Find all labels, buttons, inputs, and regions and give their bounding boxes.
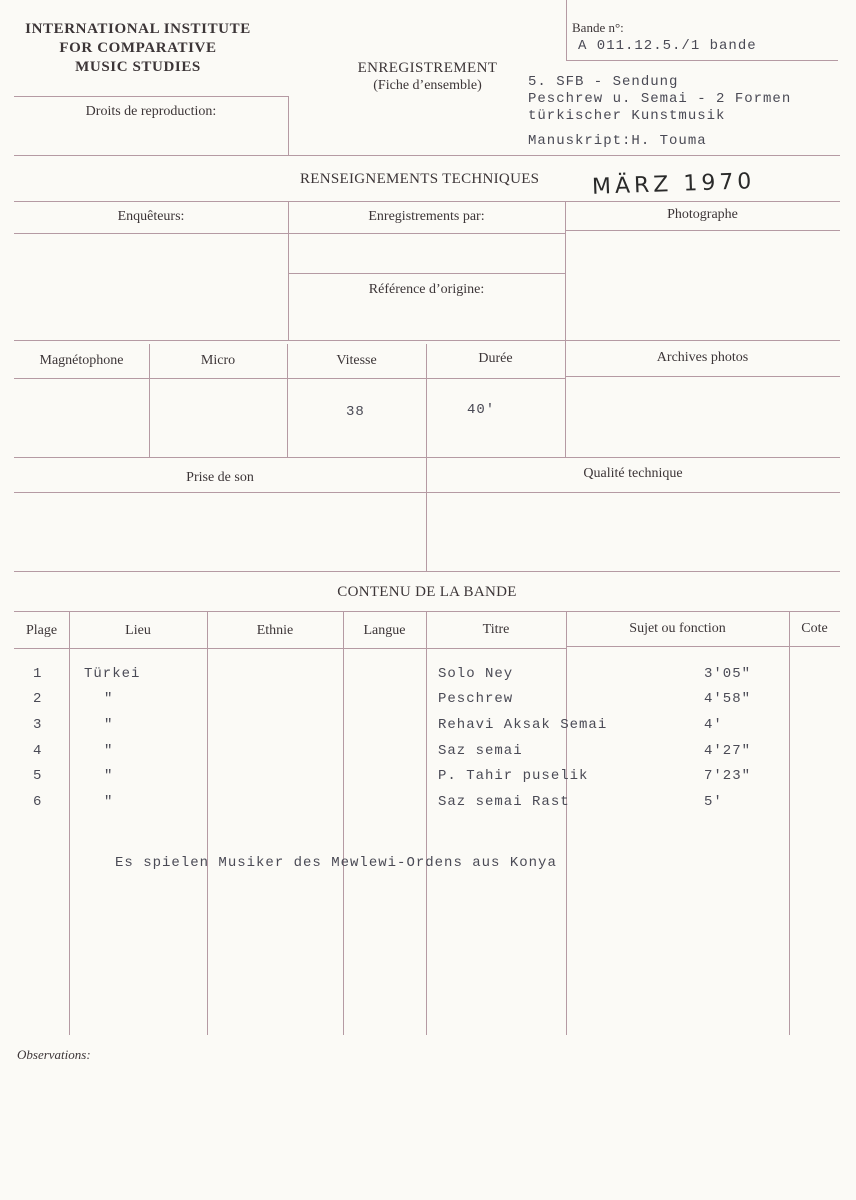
table-row bbox=[0, 691, 856, 711]
tech-row1-line-b bbox=[565, 230, 840, 231]
col-plage: Plage bbox=[25, 623, 58, 638]
equip-header-line-b bbox=[565, 376, 840, 377]
contents-title: CONTENU DE LA BANDE bbox=[337, 584, 517, 600]
description-line-2: Peschrew u. Semai - 2 Formen bbox=[528, 91, 792, 107]
row-plage: 1 bbox=[33, 666, 43, 682]
institute-name bbox=[10, 20, 266, 77]
table-row bbox=[0, 768, 856, 788]
institute-line-2: FOR COMPARATIVE bbox=[59, 40, 217, 56]
row-duration: 4'27" bbox=[704, 743, 752, 759]
droits-top bbox=[14, 96, 289, 97]
row-duration: 4' bbox=[704, 717, 723, 733]
row-titre: Peschrew bbox=[438, 691, 514, 707]
row-lieu: " bbox=[104, 717, 114, 733]
manuskript-line: Manuskript:H. Touma bbox=[528, 133, 707, 149]
row-plage: 4 bbox=[33, 743, 43, 759]
row-lieu: " bbox=[104, 743, 114, 759]
tech-row1-line-a bbox=[14, 233, 565, 234]
institute-line-1: INTERNATIONAL INSTITUTE bbox=[25, 21, 251, 37]
qualite-label: Qualité technique bbox=[583, 466, 683, 481]
equip-bottom-line bbox=[14, 457, 840, 458]
technical-title-bottom bbox=[14, 201, 840, 202]
row-titre: Saz semai Rast bbox=[438, 794, 570, 810]
reference-top bbox=[288, 273, 565, 274]
enqueteurs-label: Enquêteurs: bbox=[117, 209, 185, 224]
col-langue: Langue bbox=[363, 623, 406, 638]
vitesse-label: Vitesse bbox=[336, 353, 377, 368]
technical-title: RENSEIGNEMENTS TECHNIQUES bbox=[300, 171, 540, 187]
contents-header-line-a bbox=[14, 648, 566, 649]
prise-header-line bbox=[14, 492, 840, 493]
row-plage: 2 bbox=[33, 691, 43, 707]
vitesse-value: 38 bbox=[346, 404, 365, 420]
description-line-3: türkischer Kunstmusik bbox=[528, 108, 726, 124]
header-bottom-line bbox=[14, 155, 840, 156]
duree-label: Durée bbox=[478, 351, 513, 366]
row-plage: 6 bbox=[33, 794, 43, 810]
description-line-1: 5. SFB - Sendung bbox=[528, 74, 679, 90]
prise-de-son-label: Prise de son bbox=[186, 470, 254, 485]
col-titre: Titre bbox=[482, 622, 510, 637]
row-lieu: " bbox=[104, 794, 114, 810]
table-row bbox=[0, 794, 856, 814]
droits-label: Droits de reproduction: bbox=[85, 104, 217, 119]
table-row bbox=[0, 666, 856, 686]
row-titre: Solo Ney bbox=[438, 666, 514, 682]
enregistrements-par-label: Enregistrements par: bbox=[368, 209, 485, 224]
row-titre: P. Tahir puselik bbox=[438, 768, 589, 784]
enregistrement-title: ENREGISTREMENT bbox=[357, 60, 498, 76]
observations-label: Observations: bbox=[17, 1047, 91, 1062]
bande-value: A 011.12.5./1 bande bbox=[578, 38, 757, 54]
micro-label: Micro bbox=[200, 353, 236, 368]
droits-right bbox=[288, 96, 289, 156]
row-lieu: " bbox=[104, 691, 114, 707]
tech-block-bottom bbox=[14, 340, 840, 341]
duree-value: 40' bbox=[467, 402, 496, 418]
row-plage: 3 bbox=[33, 717, 43, 733]
contents-header-line-b bbox=[566, 646, 840, 647]
col-lieu: Lieu bbox=[125, 623, 151, 638]
bande-label: Bande n°: bbox=[572, 20, 624, 35]
institute-line-3: MUSIC STUDIES bbox=[75, 59, 201, 75]
row-titre: Saz semai bbox=[438, 743, 523, 759]
table-row bbox=[0, 717, 856, 737]
date-handwritten: MÄRZ 1970 bbox=[591, 169, 756, 200]
photographe-label: Photographe bbox=[667, 207, 738, 222]
contents-top-line bbox=[14, 611, 840, 612]
bande-box-left bbox=[566, 0, 567, 60]
row-lieu: Türkei bbox=[84, 666, 141, 682]
magnetophone-label: Magnétophone bbox=[39, 353, 124, 368]
row-duration: 4'58" bbox=[704, 691, 752, 707]
table-row bbox=[0, 743, 856, 763]
prise-bottom-line bbox=[14, 571, 840, 572]
col-sujet: Sujet ou fonction bbox=[629, 621, 726, 636]
row-lieu: " bbox=[104, 768, 114, 784]
reference-label: Référence d’origine: bbox=[368, 282, 485, 297]
equip-header-line-a bbox=[14, 378, 565, 379]
col-cote: Cote bbox=[801, 621, 828, 636]
row-duration: 7'23" bbox=[704, 768, 752, 784]
fiche-subtitle: (Fiche d’ensemble) bbox=[373, 78, 482, 93]
ensemble-note: Es spielen Musiker des Mewlewi-Ordens aus Konya bbox=[115, 855, 557, 871]
archives-photos-label: Archives photos bbox=[656, 350, 749, 365]
enregistrement-heading bbox=[340, 60, 515, 94]
recording-description bbox=[528, 74, 791, 150]
row-titre: Rehavi Aksak Semai bbox=[438, 717, 608, 733]
col-ethnie: Ethnie bbox=[256, 623, 294, 638]
row-plage: 5 bbox=[33, 768, 43, 784]
bande-box-bottom bbox=[566, 60, 838, 61]
row-duration: 5' bbox=[704, 794, 723, 810]
row-duration: 3'05" bbox=[704, 666, 752, 682]
